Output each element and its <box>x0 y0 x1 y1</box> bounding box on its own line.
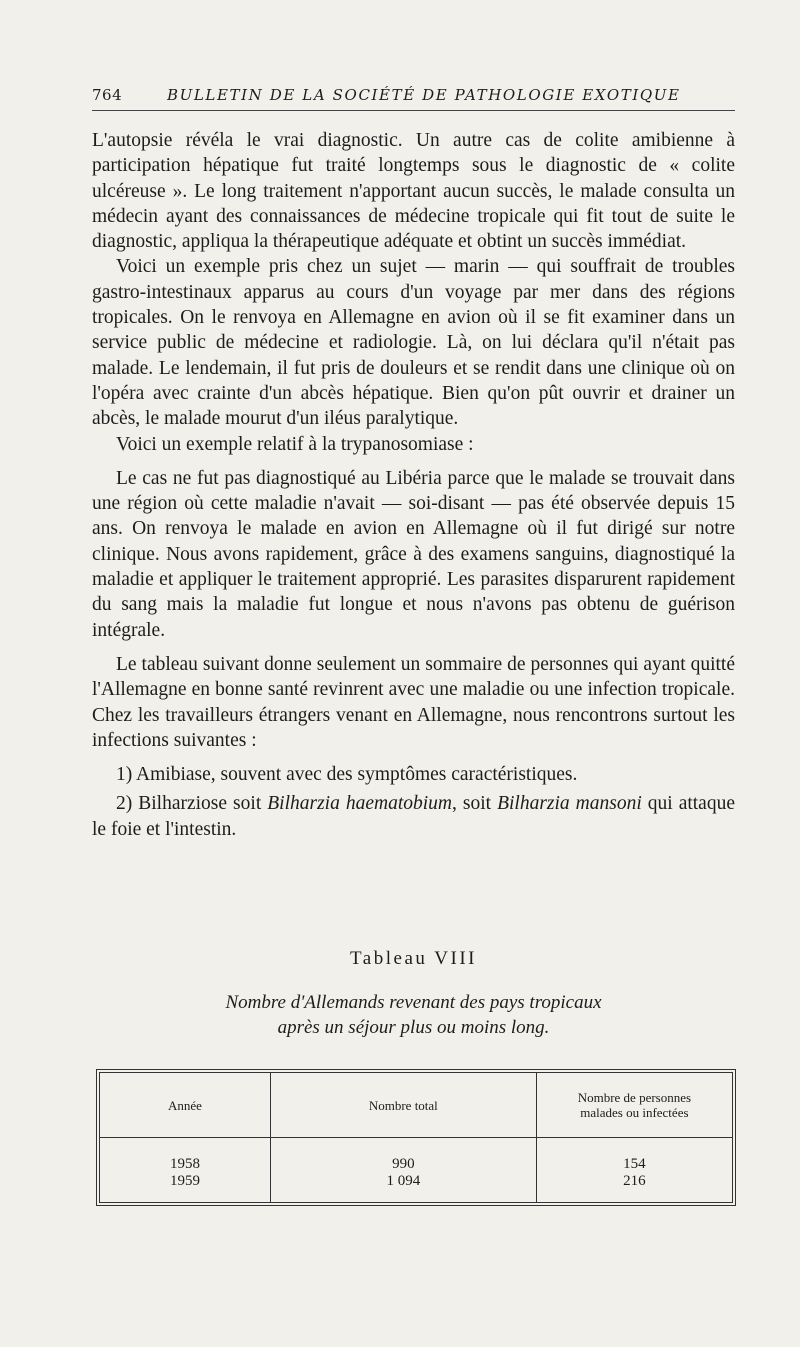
table-caption-line-1: Nombre d'Allemands revenant des pays tropicaux <box>225 992 602 1013</box>
paragraph-autopsie: L'autopsie révéla le vrai diagnostic. Un autre cas de colite amibienne à participation hépatique fut traité longtemps sous le diagnostic de « colite ulcéreuse ». Le long traitement n'apportant aucun succès, le malade consulta un médecin ayant des connaissances de médecine tropicale qui fit tout de suite le diagnostic, appliqua la thérapeutique adéquate et obtint un succès immédiat. <box>92 130 735 253</box>
cell-total-1959: 1 094 <box>386 1173 421 1189</box>
page-number: 764 <box>92 86 123 104</box>
list-item-bilharziose-text: 2) Bilharziose soit <box>116 793 268 815</box>
table-caption <box>92 990 735 1040</box>
list-item-bilharziose-sep: , soit <box>452 793 498 815</box>
journal-title: BULLETIN DE LA SOCIÉTÉ DE PATHOLOGIE EXOTIQUE <box>167 86 681 104</box>
cell-year-1958: 1958 <box>169 1156 200 1172</box>
list-item-amibiase: 1) Amibiase, souvent avec des symptômes caractéristiques. <box>116 764 578 786</box>
cell-infected <box>536 1138 732 1203</box>
cell-total-1958: 990 <box>392 1156 415 1172</box>
list-item-bilharziose <box>92 791 735 842</box>
table-header-row <box>100 1073 733 1138</box>
table-row <box>100 1138 733 1203</box>
paragraph-tableau-intro: Le tableau suivant donne seulement un sommaire de personnes qui ayant quitté l'Allemagne en bonne santé revinrent avec une maladie ou une infection tropicale. Chez les travailleurs étrangers venant en Allemagne, nous rencontrons surtout les infections suivantes : <box>92 653 735 751</box>
column-header-infected-line-1: Nombre de personnes <box>577 1090 692 1105</box>
table-frame <box>96 1069 736 1206</box>
column-header-infected-line-2: malades ou infectées <box>580 1105 689 1120</box>
cell-totals <box>270 1138 536 1203</box>
column-header-year: Année <box>100 1073 271 1138</box>
paragraph-trypanosomiase-intro: Voici un exemple relatif à la trypanosomiase : <box>116 433 474 455</box>
body-text <box>92 128 735 842</box>
cell-year-1959: 1959 <box>169 1173 200 1189</box>
cell-infected-1959: 216 <box>623 1173 646 1189</box>
running-header <box>92 84 735 111</box>
species-haematobium: Bilharzia haematobium <box>267 793 453 815</box>
species-mansoni: Bilharzia mansoni <box>497 793 642 815</box>
cell-infected-1958: 154 <box>623 1156 646 1172</box>
paragraph-marin: Voici un exemple pris chez un sujet — marin — qui souffrait de troubles gastro-intestinaux apparus au cours d'un voyage par mer dans des régions tropicales. On le renvoya en Allemagne en avion où il se fit examiner dans un service public de médecine et radiologie. Là, on lui déclara qu'il n'était pas malade. Le lendemain, il fut pris de douleurs et se rendit dans une clinique où on l'opéra avec crainte d'un abcès hépatique. Bien qu'on pût ouvrir et drainer un abcès, le malade mourut d'un iléus paralytique. <box>92 256 735 430</box>
document-page <box>92 0 735 1347</box>
column-header-infected <box>536 1073 732 1138</box>
column-header-total: Nombre total <box>270 1073 536 1138</box>
list-item-bilharziose-end: qui attaque le foie et l'intestin. <box>92 793 735 840</box>
cell-years <box>100 1138 271 1203</box>
table-caption-line-2: après un séjour plus ou moins long. <box>277 1017 550 1038</box>
data-table <box>99 1072 733 1203</box>
table-title: Tableau VIII <box>350 948 477 969</box>
paragraph-liberia-case: Le cas ne fut pas diagnostiqué au Libéria parce que le malade se trouvait dans une région où cette maladie n'avait — soi-disant — pas été observée depuis 15 ans. On renvoya le malade en avion en Allemagne où il fut dirigé sur notre clinique. Nous avons rapidement, grâce à des examens sanguins, diagnostiqué la maladie et appliquer le traitement approprié. Les parasites disparurent rapidement du sang mais la maladie fut longue et nous n'avons pas obtenu de guérison intégrale. <box>92 467 735 641</box>
